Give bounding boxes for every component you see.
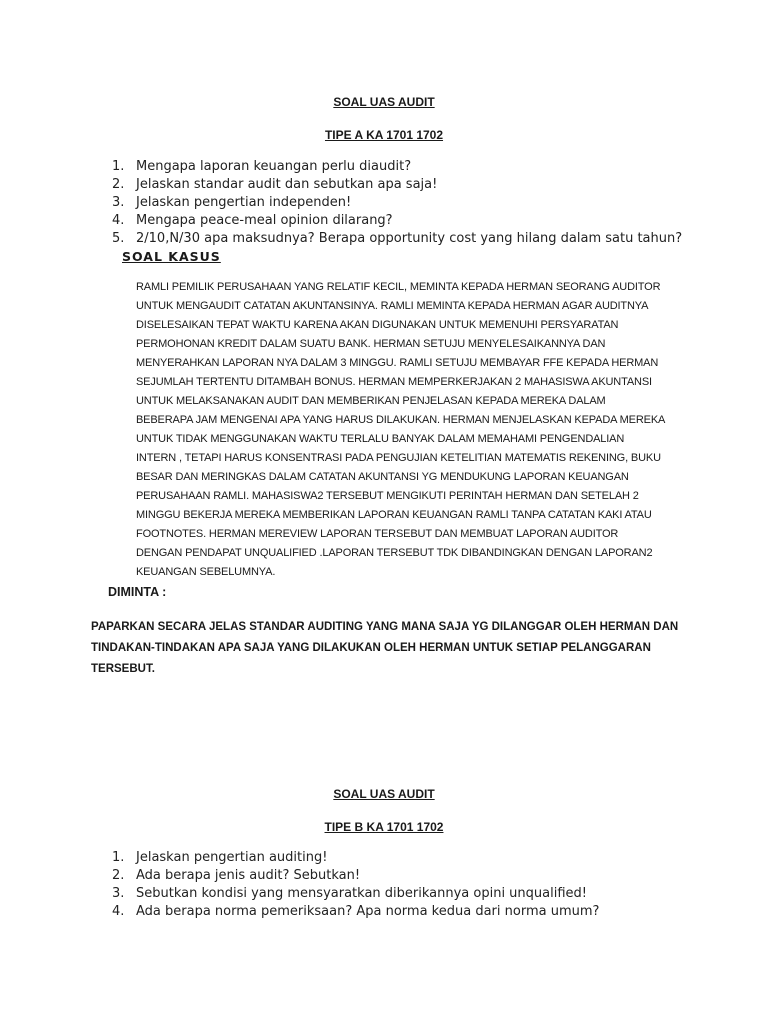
requirement-body: PAPARKAN SECARA JELAS STANDAR AUDITING YANG MANA SAJA YG DILANGGAR OLEH HERMAN DAN TINDAKAN-TINDAKAN APA SAJA YANG DILAKUKAN OLEH HERMAN UNTUK SETIAP PELANGGARAN TERSEBUT. [91,621,679,675]
question-text: Sebutkan kondisi yang mensyaratkan diberikannya opini unqualified! [136,886,587,901]
question-number: 2. [112,868,125,883]
question-number: 2. [112,177,125,192]
question-text: Mengapa laporan keuangan perlu diaudit? [136,159,412,174]
requirement-heading: DIMINTA : [108,585,167,599]
question-item [108,212,682,230]
question-text: Ada berapa jenis audit? Sebutkan! [136,868,361,883]
section-a-title: SOAL UAS AUDIT [333,95,435,109]
question-text: Jelaskan pengertian independen! [136,195,352,210]
section-a-subtitle: TIPE A KA 1701 1702 [324,128,444,142]
question-number: 3. [112,886,125,901]
question-item [108,194,682,212]
question-item [108,903,599,921]
question-number: 1. [112,159,125,174]
question-number: 5. [112,231,125,246]
question-number: 1. [112,850,125,865]
question-item [108,230,682,248]
question-text: Jelaskan standar audit dan sebutkan apa saja! [136,177,438,192]
question-text: Jelaskan pengertian auditing! [136,850,328,865]
section-b-title: SOAL UAS AUDIT [333,787,435,801]
question-item [108,849,599,867]
section-a-question-list [108,158,682,248]
question-number: 4. [112,904,125,919]
question-number: 3. [112,195,125,210]
case-heading: SOAL KASUS [122,249,221,264]
question-item [108,176,682,194]
question-text: 2/10,N/30 apa maksudnya? Berapa opportunity cost yang hilang dalam satu tahun? [136,231,683,246]
case-body: RAMLI PEMILIK PERUSAHAAN YANG RELATIF KECIL, MEMINTA KEPADA HERMAN SEORANG AUDITOR UNTUK MENGAUDIT CATATAN AKUNTANSINYA. RAMLI MEMINTA KEPADA HERMAN AGAR AUDITNYA DISELESAIKAN TEPAT WAKTU KARENA AKAN DIGUNAKAN UNTUK MEMENUHI PERSYARATAN PERMOHONAN KREDIT DALAM SUATU BANK. HERMAN SETUJU MENYELESAIKANNYA DAN MENYERAHKAN LAPORAN NYA DALAM 3 MINGGU. RAMLI SETUJU MEMBAYAR FFE KEPADA HERMAN SEJUMLAH TERTENTU DITAMBAH BONUS. HERMAN MEMPERKERJAKAN 2 MAHASISWA AKUNTANSI UNTUK MELAKSANAKAN AUDIT DAN MEMBERIKAN PENJELASAN KEPADA MEREKA DALAM BEBERAPA JAM MENGENAI APA YANG HARUS DILAKUKAN. HERMAN MENJELASKAN KEPADA MEREKA UNTUK TIDAK MENGGUNAKAN WAKTU TERLALU BANYAK DALAM MEMAHAMI PENGENDALIAN INTERN , TETAPI HARUS KONSENTRASI PADA PENGUJIAN KETELITIAN MATEMATIS REKENING, BUKU BESAR DAN MERINGKAS DALAM CATATAN AKUNTANSI YG MENDUKUNG LAPORAN KEUANGAN PERUSAHAAN RAMLI. MAHASISWA2 TERSEBUT MENGIKUTI PERINTAH HERMAN DAN SETELAH 2 MINGGU BEKERJA MEREKA MEMBERIKAN LAPORAN KEUANGAN RAMLI TANPA CATATAN KAKI ATAU FOOTNOTES. HERMAN MEREVIEW LAPORAN TERSEBUT DAN MEMBUAT LAPORAN AUDITOR DENGAN PENDAPAT UNQUALIFIED .LAPORAN TERSEBUT TDK DIBANDINGKAN DENGAN LAPORAN2 KEUANGAN SEBELUMNYA. [136,281,666,578]
question-item [108,867,599,885]
question-item [108,158,682,176]
question-text: Ada berapa norma pemeriksaan? Apa norma kedua dari norma umum? [136,904,600,919]
section-b-subtitle: TIPE B KA 1701 1702 [324,820,444,834]
question-item [108,885,599,903]
question-number: 4. [112,213,125,228]
section-b-question-list [108,849,599,921]
question-text: Mengapa peace-meal opinion dilarang? [136,213,393,228]
